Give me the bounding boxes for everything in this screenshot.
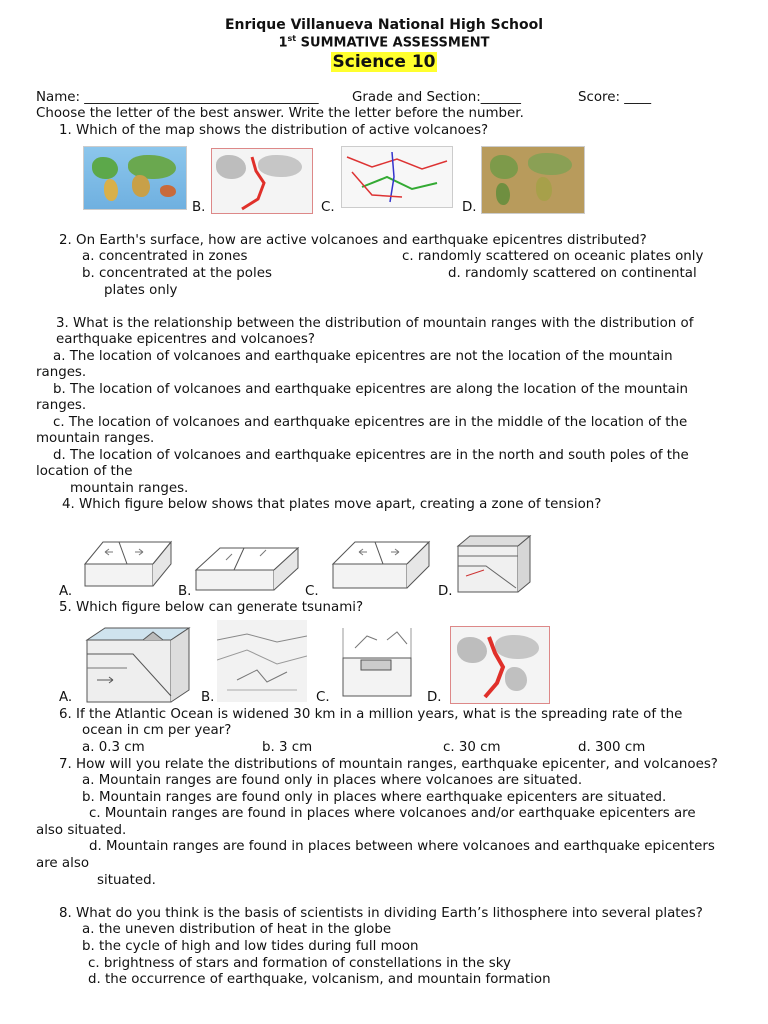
q2-choice-b: b. concentrated at the poles (82, 266, 272, 281)
q1-stem: 1. Which of the map shows the distribution of active volcanoes? (59, 123, 489, 138)
q1-map-a-image (83, 146, 187, 210)
q5-figure-d (450, 626, 550, 704)
q2-choice-d: d. randomly scattered on continental (448, 266, 697, 281)
q5-label-d: D. (427, 690, 442, 705)
q4-stem: 4. Which figure below shows that plates move apart, creating a zone of tension? (62, 497, 602, 512)
q5-figure-c (337, 622, 417, 704)
q1-label-d: D. (462, 200, 477, 215)
name-field: Name: ___________________________________ (36, 90, 319, 105)
subject-highlight: Science 10 (332, 52, 436, 72)
q5-stem: 5. Which figure below can generate tsunami? (59, 600, 364, 615)
q3-choice-c-cont: mountain ranges. (36, 431, 155, 446)
q8-choice-c: c. brightness of stars and formation of constellations in the sky (88, 956, 511, 971)
q8-choice-d: d. the occurrence of earthquake, volcanism, and mountain formation (88, 972, 551, 987)
q3-stem-line1: 3. What is the relationship between the distribution of mountain ranges with the distribution of (56, 316, 694, 331)
q3-choice-c: c. The location of volcanoes and earthquake epicentres are in the middle of the location of the (53, 415, 688, 430)
q3-choice-d-cont: location of the (36, 464, 133, 479)
q5-label-a: A. (59, 690, 73, 705)
q2-stem: 2. On Earth's surface, how are active volcanoes and earthquake epicentres distributed? (59, 233, 647, 248)
assessment-title: 1st SUMMATIVE ASSESSMENT (278, 34, 490, 51)
q3-choice-b-cont: ranges. (36, 398, 87, 413)
q4-label-b: B. (178, 584, 192, 599)
q1-map-c-image (341, 146, 453, 208)
q5-label-b: B. (201, 690, 215, 705)
q1-map-d-image (481, 146, 585, 214)
q6-choice-b: b. 3 cm (262, 740, 313, 755)
q8-choice-a: a. the uneven distribution of heat in the globe (82, 922, 392, 937)
q5-label-c: C. (316, 690, 330, 705)
q8-choice-b: b. the cycle of high and low tides during full moon (82, 939, 419, 954)
instructions: Choose the letter of the best answer. Write the letter before the number. (36, 106, 524, 121)
q3-choice-a-cont: ranges. (36, 365, 87, 380)
q3-choice-a: a. The location of volcanoes and earthquake epicentres are not the location of the mountain (53, 349, 673, 364)
q7-choice-d-cont: are also (36, 856, 90, 871)
score-field: Score: ____ (578, 90, 652, 105)
q7-choice-d: d. Mountain ranges are found in places between where volcanoes and earthquake epicenters (89, 839, 715, 854)
q3-stem-line2: earthquake epicentres and volcanoes? (56, 332, 315, 347)
q7-stem: 7. How will you relate the distributions of mountain ranges, earthquake epicenter, and volcanoes? (59, 757, 718, 772)
q4-figure-a (83, 534, 175, 592)
q4-figure-b (194, 534, 304, 594)
q6-choice-d: d. 300 cm (578, 740, 646, 755)
q4-label-a: A. (59, 584, 73, 599)
q4-label-d: D. (438, 584, 453, 599)
school-name: Enrique Villanueva National High School (224, 17, 544, 33)
q1-map-b-image (211, 148, 313, 214)
q6-stem: 6. If the Atlantic Ocean is widened 30 km in a million years, what is the spreading rate of the (59, 707, 683, 722)
q2-choice-a: a. concentrated in zones (82, 249, 248, 264)
q8-stem: 8. What do you think is the basis of scientists in dividing Earth’s lithosphere into several plates? (59, 906, 703, 921)
q5-figure-b (217, 620, 307, 702)
q4-figure-c (331, 532, 433, 594)
q1-label-b: B. (192, 200, 206, 215)
q5-figure-a (83, 624, 193, 706)
q7-choice-b: b. Mountain ranges are found only in places where earthquake epicenters are situated. (82, 790, 667, 805)
q2-choice-d-cont: plates only (104, 283, 178, 298)
q3-choice-d-cont2: mountain ranges. (70, 481, 189, 496)
q6-choice-a: a. 0.3 cm (82, 740, 145, 755)
q4-figure-d (456, 532, 532, 594)
grade-section-field: Grade and Section:______ (352, 90, 521, 105)
q3-choice-b: b. The location of volcanoes and earthquake epicentres are along the location of the mountain (53, 382, 689, 397)
q7-choice-c-cont: also situated. (36, 823, 127, 838)
q3-choice-d: d. The location of volcanoes and earthquake epicentres are in the north and south poles of the (53, 448, 689, 463)
q2-choice-c: c. randomly scattered on oceanic plates only (402, 249, 704, 264)
subject-title (0, 52, 768, 72)
q7-choice-d-cont2: situated. (97, 873, 156, 888)
q6-stem-cont: ocean in cm per year? (82, 723, 232, 738)
q1-label-c: C. (321, 200, 335, 215)
q4-label-c: C. (305, 584, 319, 599)
q7-choice-a: a. Mountain ranges are found only in places where volcanoes are situated. (82, 773, 583, 788)
q6-choice-c: c. 30 cm (443, 740, 501, 755)
q7-choice-c: c. Mountain ranges are found in places where volcanoes and/or earthquake epicenters are (89, 806, 696, 821)
